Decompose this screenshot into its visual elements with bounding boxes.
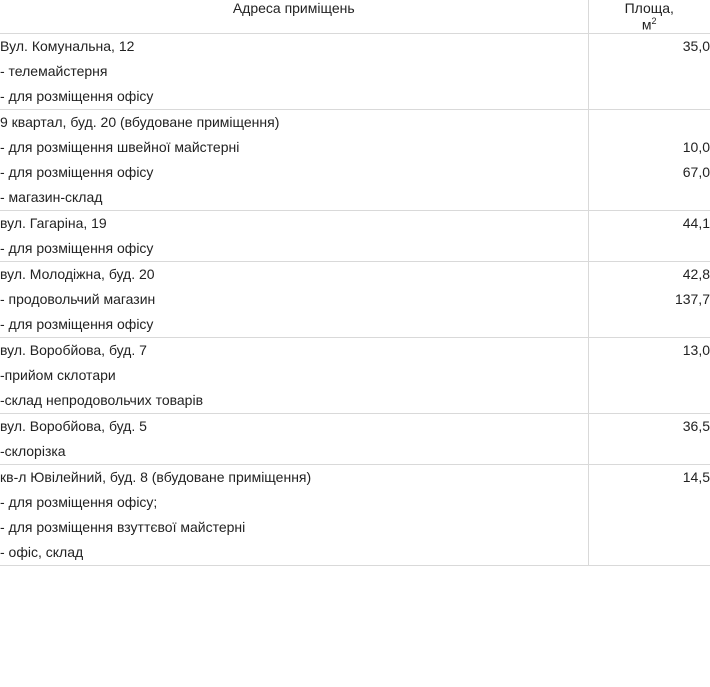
area-value: 137,7 bbox=[674, 290, 710, 307]
column-header-area bbox=[588, 0, 710, 33]
area-cell bbox=[588, 261, 710, 337]
address-cell bbox=[0, 261, 588, 337]
table-header-row bbox=[0, 0, 710, 33]
column-header-area-unit bbox=[589, 16, 710, 33]
area-value: 44,1 bbox=[682, 214, 710, 231]
address-cell bbox=[0, 413, 588, 464]
area-value: 36,5 bbox=[682, 417, 710, 434]
area-cell bbox=[588, 210, 710, 261]
address-title: вул. Молодіжна, буд. 20 bbox=[0, 265, 155, 282]
address-cell bbox=[0, 210, 588, 261]
address-subline: - для розміщення взуттєвої майстерні bbox=[0, 518, 246, 535]
address-subline: - для розміщення офісу bbox=[0, 87, 154, 104]
address-subline: - продовольчий магазин bbox=[0, 290, 156, 307]
area-unit-letter: м bbox=[641, 16, 652, 33]
address-subline: -склорізка bbox=[0, 442, 66, 459]
address-title: вул. Воробйова, буд. 5 bbox=[0, 417, 147, 434]
area-value: 67,0 bbox=[682, 163, 710, 180]
table-row bbox=[0, 261, 710, 337]
address-subline: - для розміщення офісу; bbox=[0, 493, 158, 510]
column-header-area-line1: Площа, bbox=[624, 0, 674, 16]
table-row bbox=[0, 337, 710, 413]
address-subline: - для розміщення швейної майстерні bbox=[0, 138, 240, 155]
area-cell bbox=[588, 337, 710, 413]
address-subline: - для розміщення офісу bbox=[0, 315, 154, 332]
address-cell bbox=[0, 464, 588, 565]
address-cell bbox=[0, 337, 588, 413]
table-body bbox=[0, 33, 710, 565]
area-value: 42,8 bbox=[682, 265, 710, 282]
table-row bbox=[0, 33, 710, 109]
address-subline: -прийом склотари bbox=[0, 366, 116, 383]
area-unit-exponent: 2 bbox=[651, 16, 657, 26]
area-spacer bbox=[589, 110, 710, 135]
address-subline: -склад непродовольчих товарів bbox=[0, 391, 204, 408]
area-cell bbox=[588, 109, 710, 210]
address-cell bbox=[0, 109, 588, 210]
area-value: 14,5 bbox=[682, 468, 710, 485]
table-row bbox=[0, 413, 710, 464]
table-row bbox=[0, 464, 710, 565]
area-cell bbox=[588, 464, 710, 565]
address-subline: - для розміщення офісу bbox=[0, 239, 154, 256]
area-value: 10,0 bbox=[682, 138, 710, 155]
address-subline: - офіс, склад bbox=[0, 543, 84, 560]
table-row bbox=[0, 109, 710, 210]
address-title: вул. Гагаріна, 19 bbox=[0, 214, 107, 231]
address-title: вул. Воробйова, буд. 7 bbox=[0, 341, 147, 358]
address-title: Вул. Комунальна, 12 bbox=[0, 37, 135, 54]
area-cell bbox=[588, 413, 710, 464]
address-subline: - телемайстерня bbox=[0, 62, 108, 79]
table-row bbox=[0, 210, 710, 261]
address-subline: - магазин-склад bbox=[0, 188, 103, 205]
address-title: кв-л Ювілейний, буд. 8 (вбудоване приміщення) bbox=[0, 468, 312, 485]
column-header-address: Адреса приміщень bbox=[0, 0, 588, 33]
address-cell bbox=[0, 33, 588, 109]
area-value: 35,0 bbox=[682, 37, 710, 54]
table-header bbox=[0, 0, 710, 33]
area-value: 13,0 bbox=[682, 341, 710, 358]
area-cell bbox=[588, 33, 710, 109]
address-subline: - для розміщення офісу bbox=[0, 163, 154, 180]
address-title: 9 квартал, буд. 20 (вбудоване приміщення) bbox=[0, 113, 280, 130]
